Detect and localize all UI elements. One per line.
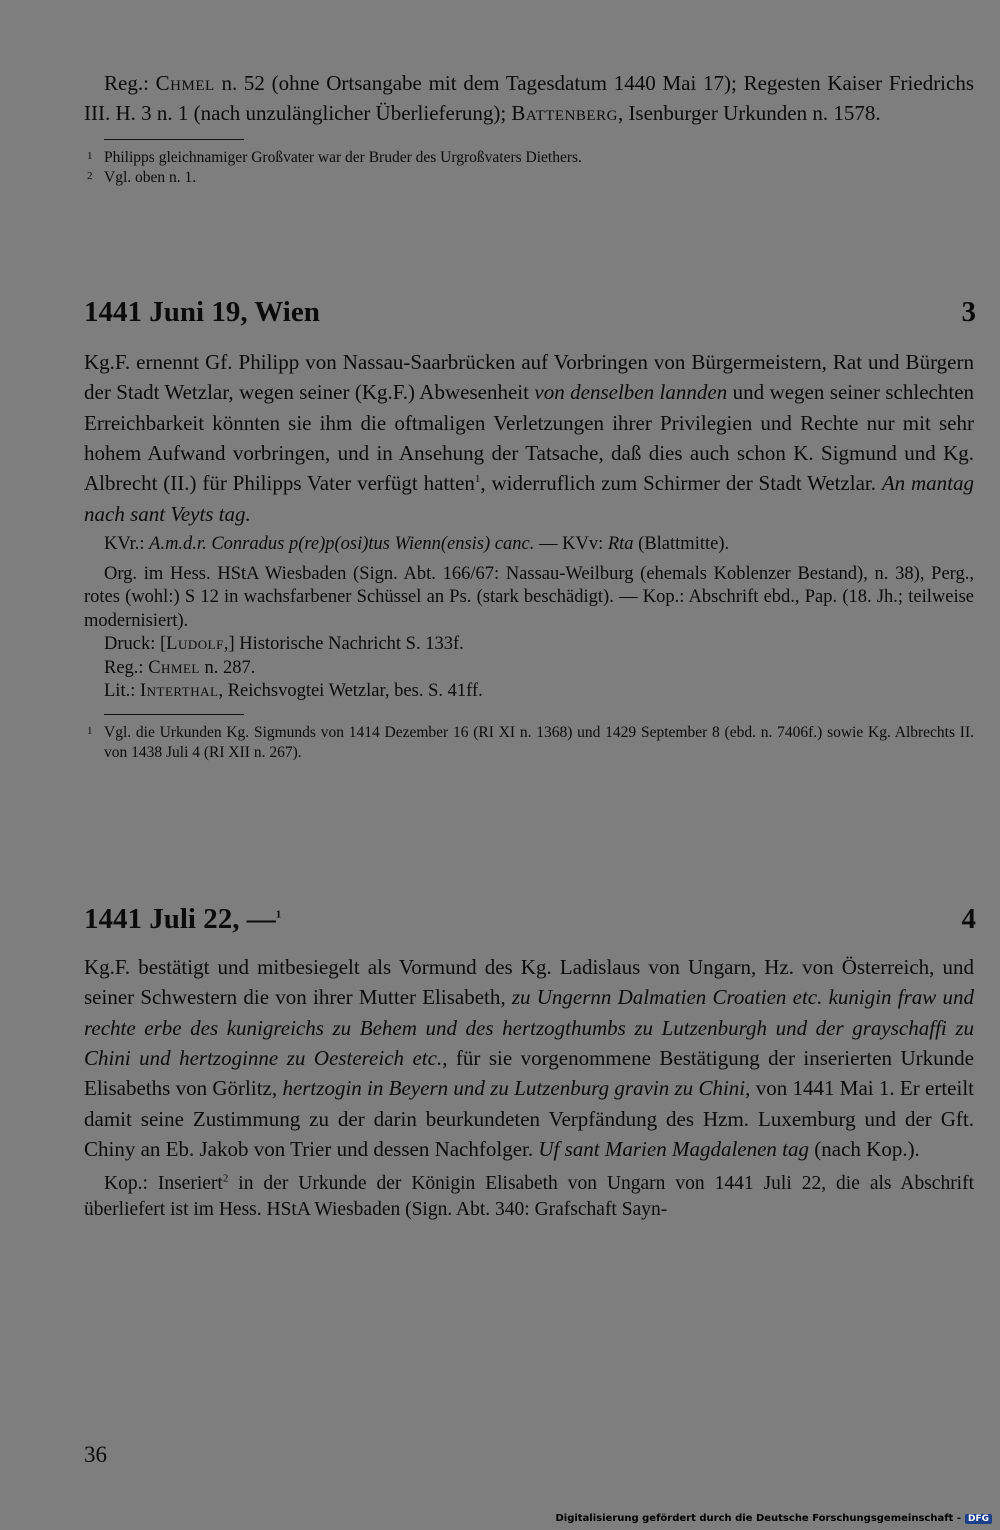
- page-content: [84, 68, 974, 1223]
- dfg-logo: DFG: [965, 1514, 992, 1524]
- dfg-credit: [555, 1513, 992, 1524]
- entry-3-number: 3: [961, 295, 976, 328]
- entry-4-regest: Kg.F. bestätigt und mitbesiegelt als Vormund des Kg. Ladislaus von Ungarn, Hz. von Österreich, und seiner Schwestern die von ihrer Mutter Elisabeth, zu Ungernn Dalmatien Croatien etc. kunigin fraw und rechte erbe des kunigreichs zu Behem und des hertzogthumbs zu Lutzenburgh und der grayschaffi zu Chini und hertzoginne zu Oestereich etc., für sie vorgenommene Bestätigung der inserierten Urkunde Elisabeths von Görlitz, hertzogin in Beyern und zu Lutzenburg gravin zu Chini, von 1441 Mai 1. Er erteilt damit seine Zustimmung zu der darin beurkundeten Verpfändung des Hzm. Luxemburg und der Gft. Chiny an Eb. Jakob von Trier und dessen Nachfolger. Uf sant Marien Magdalenen tag (nach Kop.).: [84, 954, 975, 1162]
- entry-3-original: Org. im Hess. HStA Wiesbaden (Sign. Abt. 166/67: Nassau-Weilburg (ehemals Koblenzer Bestand), n. 38), Perg., rotes (wohl:) S 12 in wachsfarbener Schüssel an Ps. (stark beschädigt). — Kop.: Abschrift ebd., Pap. (18. Jh.; teilweise modernisiert).: [84, 563, 974, 631]
- page-number: 36: [84, 1442, 107, 1467]
- footnote-rule: [104, 139, 244, 140]
- footnote-1: 1 Philipps gleichnamiger Großvater war der Bruder des Urgroßvaters Diethers.: [87, 148, 582, 166]
- entry-4-kopie: Kop.: Inseriert$^2$ in der Urkunde der Königin Elisabeth von Ungarn von 1441 Juli 22, die als Abschrift überliefert ist im Hess. HStA Wiesbaden (Sign. Abt. 340: Grafschaft Sayn-: [84, 1172, 975, 1220]
- entry-3-druck: Druck: [Ludolf,] Historische Nachricht S. 133f.: [104, 634, 464, 655]
- entry-3-reg: Reg.: Chmel n. 287.: [104, 657, 256, 678]
- entry-4-date: 1441 Juli 22, —$^1$: [84, 902, 282, 935]
- entry-4-number: 4: [961, 902, 976, 935]
- entry-3-footnote-1: 1 Vgl. die Urkunden Kg. Sigmunds von 1414 Dezember 16 (RI XI n. 1368) und 1429 September 8 (ebd. n. 7406f.) sowie Kg. Albrechts II. von 1438 Juli 4 (RI XII n. 267).: [87, 723, 974, 761]
- dfg-credit-text: Digitalisierung gefördert durch die Deutsche Forschungsgemeinschaft -: [555, 1513, 961, 1524]
- entry-3-kanzleivermerk: KVr.: A.m.d.r. Conradus p(re)p(osi)tus Wienn(ensis) canc. — KVv: Rta (Blattmitte).: [104, 534, 730, 555]
- footnote-2: 2 Vgl. oben n. 1.: [87, 168, 197, 186]
- entry-3-regest: Kg.F. ernennt Gf. Philipp von Nassau-Saarbrücken auf Vorbringen von Bürgermeistern, Rat und Bürgern der Stadt Wetzlar, wegen seiner (Kg.F.) Abwesenheit von denselben lannden und wegen seiner schlechten Erreichbarkeit könnten sie ihm die oftmaligen Verletzungen ihrer Privilegien und Rechte nur mit sehr hohem Aufwand vorbringen, und in Ansehung der Tatsache, daß dies auch schon K. Sigmund und Kg. Albrecht (II.) für Philipps Vater verfügt hatten$^1$, widerruflich zum Schirmer der Stadt Wetzlar. An mantag nach sant Veyts tag.: [84, 349, 975, 526]
- footnote-rule: [104, 714, 244, 715]
- entry-3-lit: Lit.: Interthal, Reichsvogtei Wetzlar, bes. S. 41ff.: [104, 681, 483, 702]
- entry-3-heading: [84, 296, 974, 329]
- entry-4-heading: [84, 903, 974, 936]
- author-chmel: Chmel: [155, 71, 215, 95]
- entry-3-date: 1441 Juni 19, Wien: [84, 295, 320, 328]
- top-regest: Reg.: Chmel n. 52 (ohne Ortsangabe mit dem Tagesdatum 1440 Mai 17); Regesten Kaiser Friedrichs III. H. 3 n. 1 (nach unzulänglicher Überlieferung); Battenberg, Isenburger Urkunden n. 1578.: [84, 71, 975, 126]
- author-battenberg: Battenberg: [511, 101, 618, 126]
